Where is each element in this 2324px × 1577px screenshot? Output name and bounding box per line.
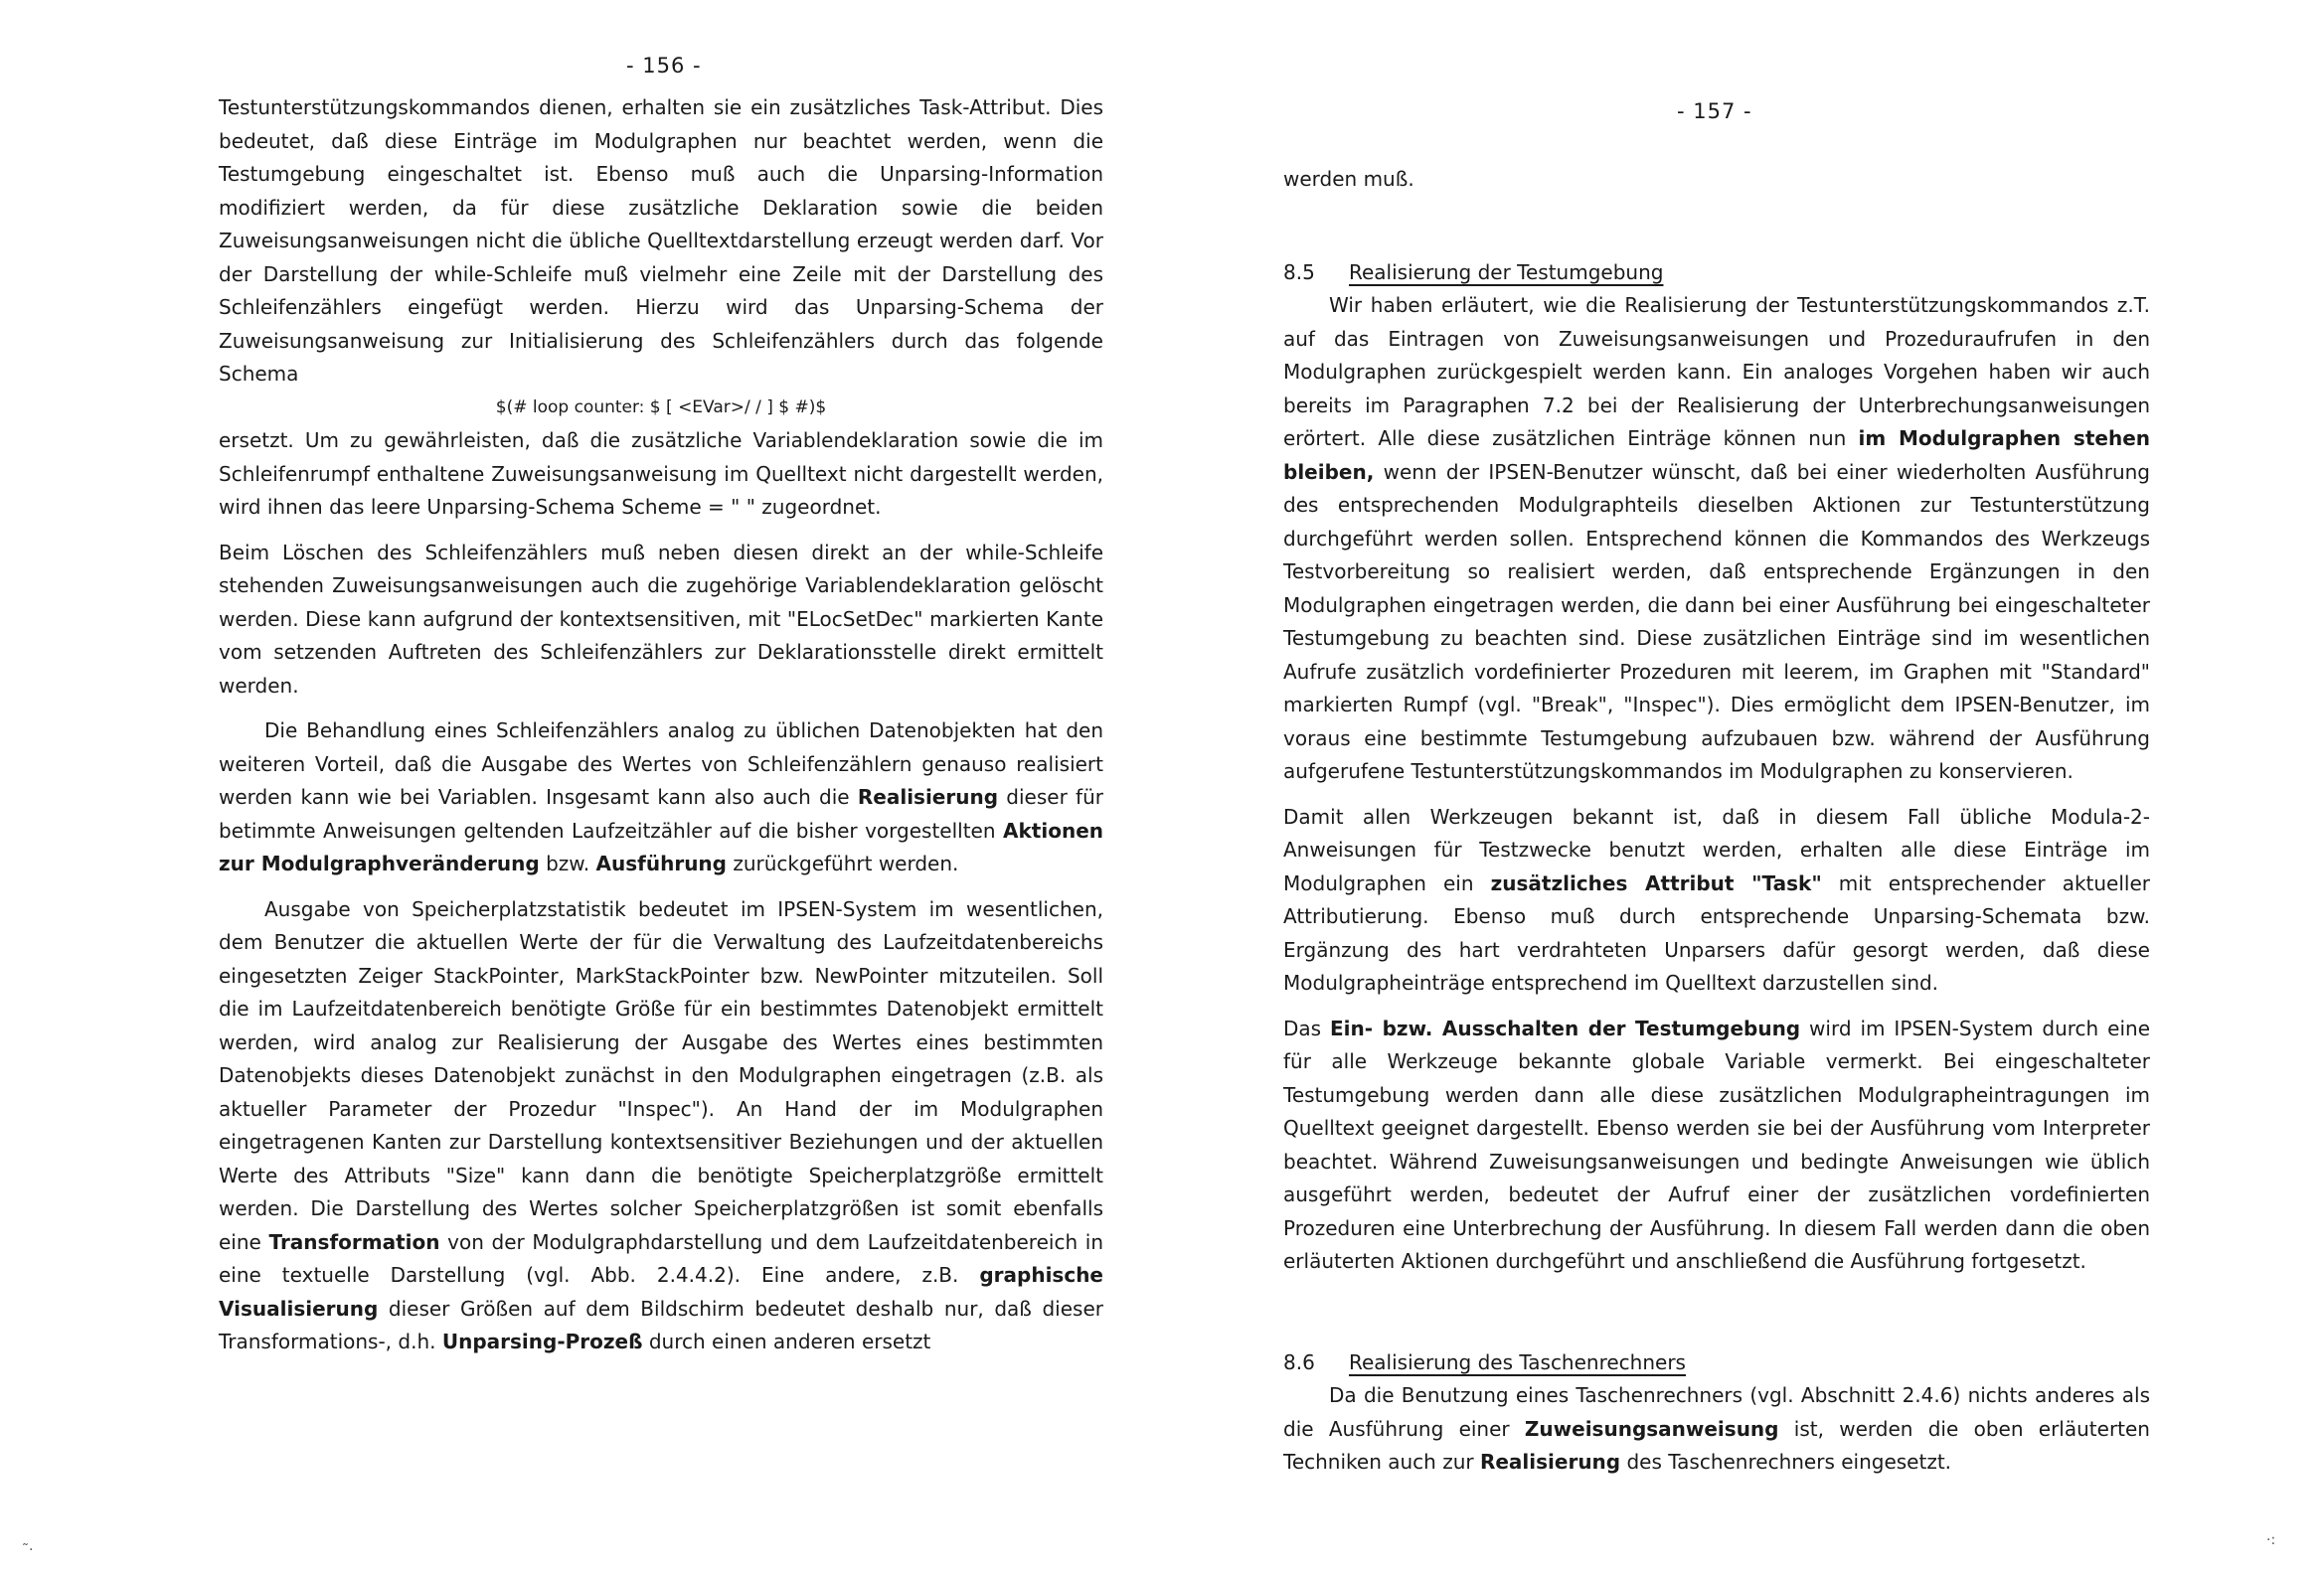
- unparsing-formula: $(# loop counter: $ [ <EVar>/ / ] $ #)$: [495, 396, 827, 417]
- paragraph: Da die Benutzung eines Taschenrechners (vgl. Abschnitt 2.4.6) nichts anderes als die Ausführung einer Zuweisungsanweisung ist, werden die oben erläuterten Techniken auch zur Realisierung des Taschenrechners eingesetzt.: [1283, 1383, 2150, 1474]
- emphasis: im Modulgraphen stehen bleiben,: [1283, 426, 2150, 484]
- emphasis: Unparsing-Prozeß: [441, 1330, 643, 1353]
- emphasis: Ausführung: [595, 852, 727, 875]
- emphasis: Realisierung: [857, 785, 999, 809]
- emphasis: Aktionen zur Modulgraphveränderung: [219, 818, 1103, 875]
- page-number: - 156 -: [626, 54, 702, 78]
- paragraph: ersetzt. Um zu gewährleisten, daß die zusätzliche Variablendeklaration sowie die im Schleifenrumpf enthaltene Zuweisungsanweisung im Quelltext nicht dargestellt werden, wird ihnen das leere Unparsing-Schema Scheme = " " zugeordnet.: [219, 428, 1103, 519]
- paragraph: Testunterstützungskommandos dienen, erhalten sie ein zusätzliches Task-Attribut. Dies bedeutet, daß diese Einträge im Modulgraphen nur beachtet werden, wenn die Testumgebung eingeschaltet ist. Ebenso muß auch die Unparsing-Information modifiziert werden, da für diese zusätzliche Deklaration sowie die beiden Zuweisungsanweisungen nicht die übliche Quelltextdarstellung erzeugt werden darf. Vor der Darstellung der while-Schleife muß vielmehr eine Zeile mit der Darstellung des Schleifenzählers eingefügt werden. Hierzu wird das Unparsing-Schema der Zuweisungsanweisung zur Initialisierung des Schleifenzählers durch das folgende Schema: [219, 95, 1103, 386]
- emphasis: graphische Visualisierung: [219, 1263, 1103, 1321]
- emphasis: Realisierung: [1479, 1450, 1621, 1474]
- emphasis: Ein- bzw. Ausschalten der Testumgebung: [1330, 1016, 1801, 1040]
- paragraph: Wir haben erläutert, wie die Realisierung der Testunterstützungskommandos z.T. auf das Eintragen von Zuweisungsanweisungen und Prozeduraufrufen in den Modulgraphen zurückgespielt werden kann. Ein analoges Vorgehen haben wir auch bereits im Paragraphen 7.2 bei der Realisierung der Unterbrechungsanweisungen erörtert. Alle diese zusätzlichen Einträge können nun im Modulgraphen stehen bleiben, wenn der IPSEN-Benutzer wünscht, daß bei einer wiederholten Ausführung des entsprechenden Modulgraphteils dieselben Aktionen zur Testunterstützung durchgeführt werden sollen. Entsprechend können die Kommandos des Werkzeugs Testvorbereitung so realisiert werden, daß entsprechende Ergänzungen in den Modulgraphen eingetragen werden, die dann bei einer Ausführung bei eingeschalteter Testumgebung zu beachten sind. Diese zusätzlichen Einträge sind im wesentlichen Aufrufe zusätzlich vordefinierter Prozeduren mit leerem, im Graphen mit "Standard" markierten Rumpf (vgl. "Break", "Inspec"). Dies ermöglicht dem IPSEN-Benutzer, im voraus eine bestimmte Testumgebung aufzubauen bzw. während der Ausführung aufgerufene Testunterstützungskommandos im Modulgraphen zu konservieren.: [1283, 293, 2150, 783]
- emphasis: Transformation: [268, 1229, 440, 1254]
- paragraph: Das Ein- bzw. Ausschalten der Testumgebung wird im IPSEN-System durch eine für alle Werkzeuge bekannte globale Variable vermerkt. Bei eingeschalteter Testumgebung werden dann alle diese zusätzlichen Modulgrapheintragungen im Quelltext geeignet dargestellt. Ebenso werden sie bei der Ausführung vom Interpreter beachtet. Während Zuweisungsanweisungen und bedingte Anweisungen wie üblich ausgeführt werden, bedeutet der Aufruf einer der zusätzlichen vordefinierten Prozeduren eine Unterbrechung der Ausführung. In diesem Fall werden dann die oben erläuterten Aktionen durchgeführt und anschließend die Ausführung fortgesetzt.: [1283, 1016, 2150, 1273]
- section-heading: 8.5 Realisierung der Testumgebung: [1283, 259, 1664, 284]
- paragraph: Ausgabe von Speicherplatzstatistik bedeutet im IPSEN-System im wesentlichen, dem Benutzer die aktuellen Werte der für die Verwaltung des Laufzeitdatenbereichs eingesetzten Zeiger StackPointer, MarkStackPointer bzw. NewPointer mitzuteilen. Soll die im Laufzeitdatenbereich benötigte Größe für ein bestimmtes Datenobjekt ermittelt werden, wird analog zur Realisierung der Ausgabe des Wertes eines bestimmten Datenobjekts dieses Datenobjekt zunächst in den Modulgraphen eingetragen (z.B. als aktueller Parameter der Prozedur "Inspec"). An Hand der im Modulgraphen eingetragenen Kanten zur Darstellung kontextsensitiver Beziehungen und der aktuellen Werte des Attributs "Size" kann dann die benötigte Speicherplatzgröße ermittelt werden. Die Darstellung des Wertes solcher Speicherplatzgrößen ist somit ebenfalls eine Transformation von der Modulgraphdarstellung und dem Laufzeitdatenbereich in eine textuelle Darstellung (vgl. Abb. 2.4.4.2). Eine andere, z.B. graphische Visualisierung dieser Größen auf dem Bildschirm bedeutet deshalb nur, daß dieser Transformations-, d.h. Unparsing-Prozeß durch einen anderen ersetzt: [219, 896, 1103, 1353]
- page-number: - 157 -: [1677, 99, 1752, 123]
- right-page: [1162, 0, 2324, 1577]
- emphasis: Zuweisungsanweisung: [1524, 1416, 1779, 1441]
- emphasis: zusätzliches Attribut "Task": [1490, 870, 1822, 895]
- paragraph: werden muß.: [1283, 167, 1414, 191]
- paragraph: Damit allen Werkzeugen bekannt ist, daß in diesem Fall übliche Modula-2-Anweisungen für Testzwecke benutzt werden, erhalten alle diese Einträge im Modulgraphen ein zusätzliches Attribut "Task" mit entsprechender aktueller Attributierung. Ebenso muß durch entsprechende Unparsing-Schemata bzw. Ergänzung des hart verdrahteten Unparsers dafür gesorgt werden, daß diese Modulgrapheinträge entsprechend im Quelltext darzustellen sind.: [1283, 804, 2150, 995]
- scan-speck: ·:: [2266, 1532, 2276, 1548]
- paragraph: Beim Löschen des Schleifenzählers muß neben diesen direkt an der while-Schleife stehenden Zuweisungsanweisungen auch die zugehörige Variablendeklaration gelöscht werden. Diese kann aufgrund der kontextsensitiven, mit "ELocSetDec" markierten Kante vom setzenden Auftreten des Schleifenzählers zur Deklarationsstelle direkt ermittelt werden.: [219, 540, 1103, 698]
- scan-speck: ˜·: [22, 1542, 34, 1558]
- section-heading: 8.6 Realisierung des Taschenrechners: [1283, 1349, 1686, 1374]
- left-text-column: [219, 91, 1103, 1359]
- paragraph: Die Behandlung eines Schleifenzählers analog zu üblichen Datenobjekten hat den weiteren Vorteil, daß die Ausgabe des Wertes von Schleifenzählern genauso realisiert werden kann wie bei Variablen. Insgesamt kann also auch die Realisierung dieser für betimmte Anweisungen geltenden Laufzeitzähler auf die bisher vorgestellten Aktionen zur Modulgraphveränderung bzw. Ausführung zurückgeführt werden.: [219, 718, 1103, 875]
- right-text-column: [1283, 163, 2150, 1480]
